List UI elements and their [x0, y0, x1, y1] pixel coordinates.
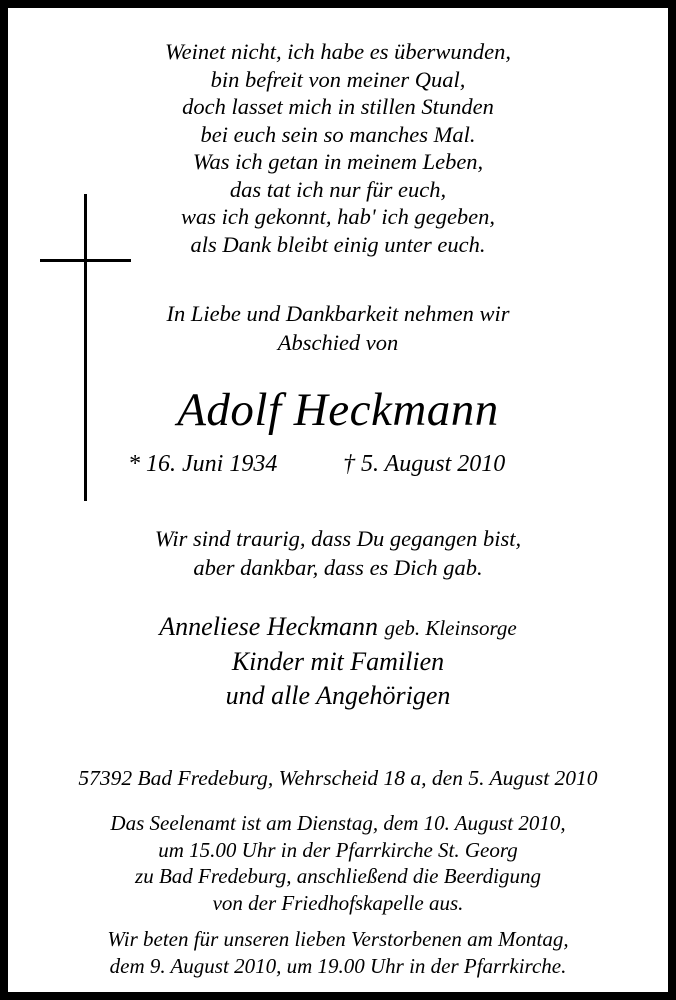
- deceased-name: Adolf Heckmann: [177, 384, 499, 436]
- memorial-poem: [8, 38, 668, 258]
- mourning-line: Wir sind traurig, dass Du gegangen bist,: [154, 526, 522, 551]
- farewell-line: Abschied von: [277, 330, 399, 355]
- widow-maiden-name: geb. Kleinsorge: [384, 616, 517, 640]
- funeral-service-details: [8, 810, 668, 916]
- poem-line: bin befreit von meiner Qual,: [210, 66, 466, 92]
- place-and-date: 57392 Bad Fredeburg, Wehrscheid 18 a, den 5. August 2010: [78, 766, 598, 790]
- death-date: [343, 449, 505, 479]
- birth-date-value: 16. Juni 1934: [146, 451, 278, 477]
- survivors-list: [8, 610, 668, 713]
- widow-name: Anneliese Heckmann: [159, 612, 379, 641]
- prayer-announcement: [8, 926, 668, 979]
- survivor-widow: [8, 610, 668, 645]
- mourning-message: [8, 524, 668, 582]
- service-line: zu Bad Fredeburg, anschließend die Beerdigung: [135, 864, 541, 888]
- birth-date: [128, 449, 343, 479]
- poem-line: was ich gekonnt, hab' ich gegeben,: [180, 204, 496, 229]
- survivor-line: und alle Angehörigen: [225, 681, 451, 710]
- poem-line: Weinet nicht, ich habe es überwunden,: [165, 39, 511, 64]
- poem-line: das tat ich nur für euch,: [229, 176, 447, 202]
- prayer-line: dem 9. August 2010, um 19.00 Uhr in der Pfarrkirche.: [109, 953, 567, 978]
- cross-horizontal-bar: [40, 259, 131, 262]
- service-line: Das Seelenamt ist am Dienstag, dem 10. August 2010,: [110, 811, 566, 835]
- service-line: um 15.00 Uhr in der Pfarrkirche St. Georg: [158, 837, 518, 862]
- life-dates: [8, 449, 668, 479]
- farewell-text: [8, 299, 668, 357]
- survivor-line: Kinder mit Familien: [231, 647, 445, 676]
- death-date-value: 5. August 2010: [361, 451, 506, 477]
- notice-canvas: [8, 8, 668, 992]
- mourning-line: aber dankbar, dass es Dich gab.: [193, 555, 483, 580]
- life-dates-row: [128, 449, 548, 479]
- poem-line: bei euch sein so manches Mal.: [200, 121, 476, 147]
- birth-symbol-asterisk: *: [128, 451, 140, 477]
- farewell-line: In Liebe und Dankbarkeit nehmen wir: [166, 301, 510, 326]
- poem-line: Was ich getan in meinem Leben,: [192, 149, 484, 174]
- prayer-line: Wir beten für unseren lieben Verstorbenen am Montag,: [107, 927, 569, 951]
- poem-line: doch lasset mich in stillen Stunden: [182, 94, 494, 119]
- service-line: von der Friedhofskapelle aus.: [212, 890, 464, 915]
- poem-line: als Dank bleibt einig unter euch.: [190, 231, 486, 257]
- death-symbol-dagger: †: [343, 451, 355, 477]
